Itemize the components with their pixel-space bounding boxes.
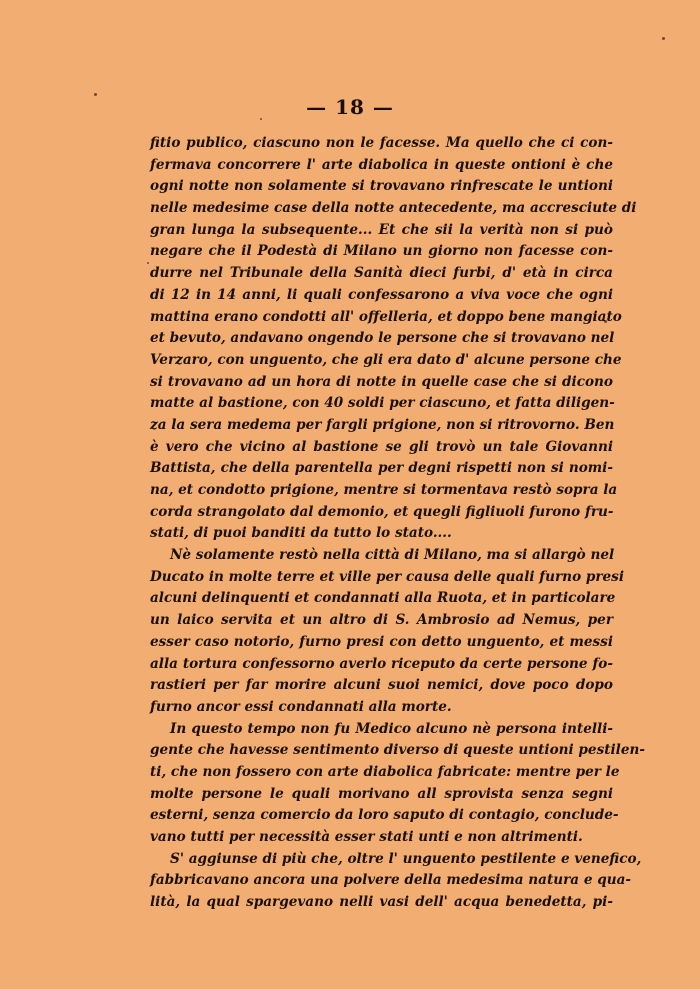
text-line: alla tortura confessorno averlo riceputo da certe persone fo-	[150, 655, 613, 672]
text-line: si trovavano ad un hora di notte in quelle case che si dicono	[150, 373, 613, 390]
text-line: è vero che vicino al bastione se gli trovò un tale Giovanni	[150, 438, 613, 455]
paragraph-4	[150, 849, 642, 914]
text-line: vano tutti per necessità esser stati unti e non altrimenti.	[150, 829, 583, 845]
text-line: gran lunga la subsequente... Et che sii la verità non si può	[150, 221, 613, 238]
text-line: durre nel Tribunale della Sanità dieci furbi, d' età in circa	[150, 265, 613, 282]
text-line: mattina erano condotti all' offelleria, et doppo bene mangiato	[150, 308, 622, 325]
text-line: fabbricavano ancora una polvere della medesima natura e qua-	[150, 872, 632, 889]
text-line: Nè solamente restò nella città di Milano, ma si allargò nel	[170, 547, 615, 564]
text-line: corda strangolato dal demonio, et quegli figliuoli furono fru-	[150, 503, 614, 520]
text-line: za la sera medema per fargli prigione, non si ritrovorno. Ben	[150, 416, 615, 433]
text-line: negare che il Podestà di Milano un giorno non facesse con-	[150, 243, 613, 260]
text-line: esterni, senza comercio da loro saputo di contagio, conclude-	[150, 807, 619, 824]
body-text	[150, 133, 646, 914]
text-line: Ducato in molte terre et ville per causa delle quali furno presi	[150, 568, 624, 585]
text-line: ti, che non fossero con arte diabolica fabricate: mentre per le	[150, 763, 620, 780]
text-line: Battista, che della parentella per degni rispetti non si nomi-	[150, 460, 613, 477]
text-line: esser caso notorio, furno presi con detto unguento, et messi	[150, 633, 613, 650]
text-line: S' aggiunse di più che, oltre l' unguento pestilente e venefico,	[170, 850, 642, 867]
text-line: molte persone le quali morivano all sprovista senza segni	[150, 785, 613, 802]
text-line: di 12 in 14 anni, li quali confessarono a viva voce che ogni	[150, 286, 613, 303]
text-line: na, et condotto prigione, mentre si tormentava restò sopra la	[150, 482, 618, 498]
text-line: et bevuto, andavano ongendo le persone che si trovavano nel	[150, 330, 615, 347]
text-line: alcuni delinquenti et condannati alla Ruota, et in particolare	[150, 590, 616, 607]
paper-speck	[662, 37, 665, 40]
paper-speck	[147, 262, 149, 264]
page-number: — 18 —	[306, 95, 394, 119]
text-line: un laico servita et un altro di S. Ambrosio ad Nemus, per	[150, 612, 613, 629]
paragraph-3	[150, 719, 646, 849]
text-line: lità, la qual spargevano nelli vasi dell' acqua benedetta, pi-	[150, 894, 613, 911]
text-line: In questo tempo non fu Medico alcuno nè persona intelli-	[170, 720, 613, 737]
paragraph-2	[150, 545, 624, 719]
text-line: stati, di puoi banditi da tutto lo stato....	[150, 525, 452, 542]
text-line: nelle medesime case della notte antecedente, ma accresciute di	[150, 200, 637, 217]
text-line: gente che havesse sentimento diverso di queste untioni pestilen-	[150, 742, 646, 759]
text-line: Verzaro, con unguento, che gli era dato d' alcune persone che	[150, 351, 622, 368]
paragraph-1	[150, 133, 637, 545]
text-line: fitio publico, ciascuno non le facesse. Ma quello che ci con-	[150, 135, 613, 151]
text-line: rastieri per far morire alcuni suoi nemici, dove poco dopo	[150, 677, 613, 694]
text-line: matte al bastione, con 40 soldi per ciascuno, et fatta diligen-	[150, 395, 615, 412]
text-line: fermava concorrere l' arte diabolica in queste ontioni è che	[150, 156, 613, 173]
text-line: ogni notte non solamente si trovavano rinfrescate le untioni	[150, 178, 613, 195]
text-line: furno ancor essi condannati alla morte.	[150, 698, 452, 715]
